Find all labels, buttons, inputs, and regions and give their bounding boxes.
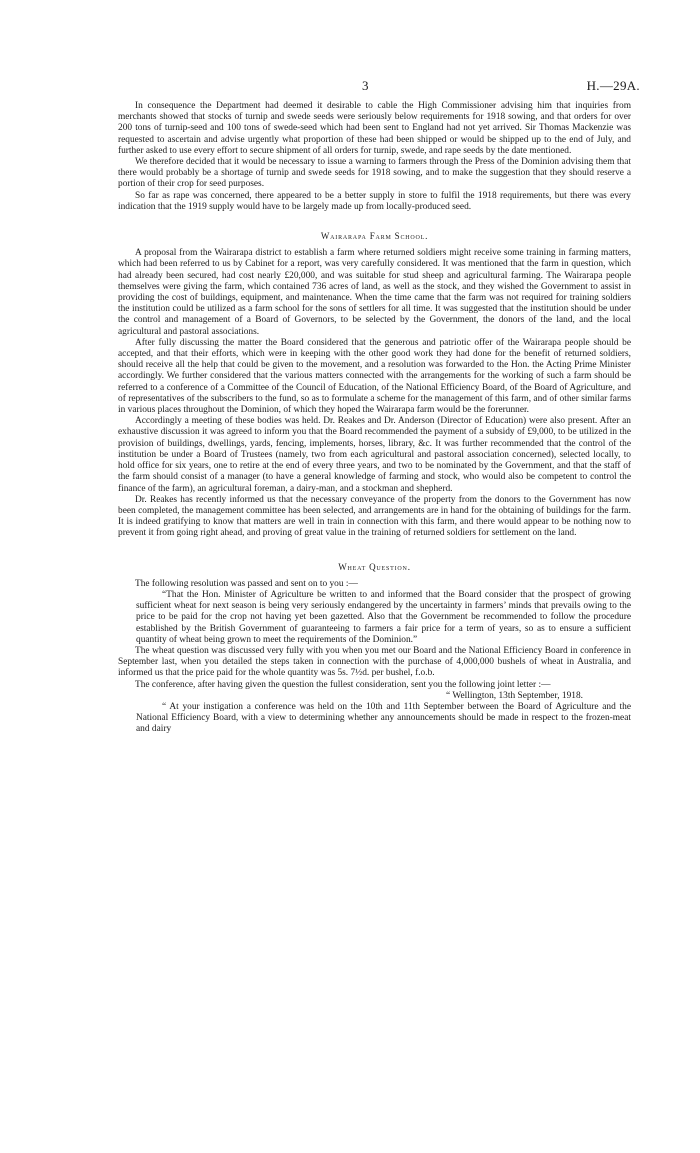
wairarapa-paragraph: After fully discussing the matter the Board considered that the generous and patriotic offer of the Wairarapa people should be accepted, and that their efforts, which were in keeping with the other good work they had done for the benefit of returned soldiers, should receive all the help that could be given to the movement, and a resolution was forwarded to the Hon. the Acting Prime Minister accordingly. We further considered that the various matters connected with the arrangements for the working of such a farm should be referred to a conference of a Committee of the Council of Education, of the National Efficiency Board, of the Board of Agriculture, and of representatives of the subscribers to the fund, so as to formulate a scheme for the management of this farm, and of other similar farms in various places throughout the Dominion, of which they hoped the Wairarapa farm would be the forerunner. xyxy=(118,337,631,416)
intro-paragraph: In consequence the Department had deemed it desirable to cable the High Commissioner advising him that inquiries from merchants showed that stocks of turnip and swede seeds were seriously below requirements for 1918 sowing, and that orders for over 200 tons of turnip-seed and 100 tons of swede-seed which had been sent to England had not yet arrived. Sir Thomas Mackenzie was requested to ascertain and advise urgently what proportion of these had been shipped or would be shipped up to the end of July, and further asked to use every effort to secure shipment of all orders for turnip, swede, and rape seeds by the date mentioned. xyxy=(118,101,631,156)
wheat-paragraph: The conference, after having given the question the fullest consideration, sent you the following joint letter :— xyxy=(135,679,551,690)
wheat-lead: The following resolution was passed and sent on to you :— xyxy=(135,578,358,589)
wairarapa-paragraph: Dr. Reakes has recently informed us that the necessary conveyance of the property from the donors to the Government has now been completed, the management committee has been selected, and arrangements are in hand for the obtaining of buildings for the farm. It is indeed gratifying to know that matters are well in train in connection with this farm, and there would appear to be nothing now to prevent it from going right ahead, and proving of great value in the training of returned soldiers for settlement on the land. xyxy=(118,494,631,539)
series-reference: H.—29A. xyxy=(586,78,640,93)
page-number: 3 xyxy=(362,78,369,93)
letter-date: “ Wellington, 13th September, 1918. xyxy=(446,690,583,701)
intro-paragraph: We therefore decided that it would be necessary to issue a warning to farmers through the Press of the Dominion advising them that there would probably be a shortage of turnip and swede seeds for 1918 sowing, and to make the suggestion that they should reserve a portion of their crop for seed purposes. xyxy=(118,157,631,190)
intro-paragraph: So far as rape was concerned, there appeared to be a better supply in store to fulfil the 1918 requirements, but there was every indication that the 1919 supply would have to be largely made up from locally-produced seed. xyxy=(118,190,631,212)
wheat-resolution-quote: “That the Hon. Minister of Agriculture be written to and informed that the Board consider that the prospect of growing sufficient wheat for next season is being very seriously endangered by the uncertainty in farmers’ minds that prevails owing to the price to be paid for the crop not having yet been gazetted. Also that the Government be recommended to follow the procedure established by the British Government of guaranteeing to farmers a fair price for a term of years, so as to ensure a sufficient quantity of wheat being grown to meet the requirements of the Dominion.” xyxy=(136,589,631,645)
section-heading-wairarapa: Wairarapa Farm School. xyxy=(320,231,429,242)
letter-opening: “ At your instigation a conference was held on the 10th and 11th September between the Board of Agriculture and the National Efficiency Board, with a view to determining whether any announcements should be made in respect to the frozen-meat and dairy xyxy=(136,701,631,735)
wairarapa-paragraph: Accordingly a meeting of these bodies was held. Dr. Reakes and Dr. Anderson (Director of Education) were also present. After an exhaustive discussion it was agreed to inform you that the Board recommended the payment of a subsidy of £9,000, to be utilized in the provision of buildings, dwellings, yards, fencing, implements, horses, library, &c. It was further recommended that the control of the institution be under a Board of Trustees (namely, two from each agricultural and pastoral association concerned), selected locally, to hold office for six years, one to retire at the end of every three years, and two to be nominated by the Government, and that the staff of the farm should consist of a manager (to have a general knowledge of farming and stock, who would also be competent to control the finance of the farm), an agricultural foreman, a dairy-man, and a stockman and shepherd. xyxy=(118,416,631,494)
page-header xyxy=(0,80,700,96)
document-body xyxy=(118,101,631,736)
wheat-paragraph: The wheat question was discussed very fully with you when you met our Board and the National Efficiency Board in conference in September last, when you detailed the steps taken in connection with the purchase of 4,000,000 bushels of wheat in Australia, and informed us that the price paid for the whole quantity was 5s. 7½d. per bushel, f.o.b. xyxy=(118,645,631,679)
section-heading-wheat: Wheat Question. xyxy=(338,561,411,572)
wairarapa-paragraph: A proposal from the Wairarapa district to establish a farm where returned soldiers might receive some training in farming matters, which had been referred to us by Cabinet for a report, was very carefully considered. It was mentioned that the farm in question, which had already been secured, had cost nearly £20,000, and was suitable for stud sheep and agricultural farming. The Wairarapa people themselves were giving the farm, which contained 736 acres of land, as well as the stock, and they wished the Government to assist in providing the cost of buildings, equipment, and maintenance. When the time came that the farm was not required for training soldiers the institution could be utilized as a farm school for the sons of settlers for all time. It was suggested that the institution should be under the control and management of a Board of Governors, to be selected by the Government, the donors of the land, and the local agricultural and pastoral associations. xyxy=(118,248,631,337)
